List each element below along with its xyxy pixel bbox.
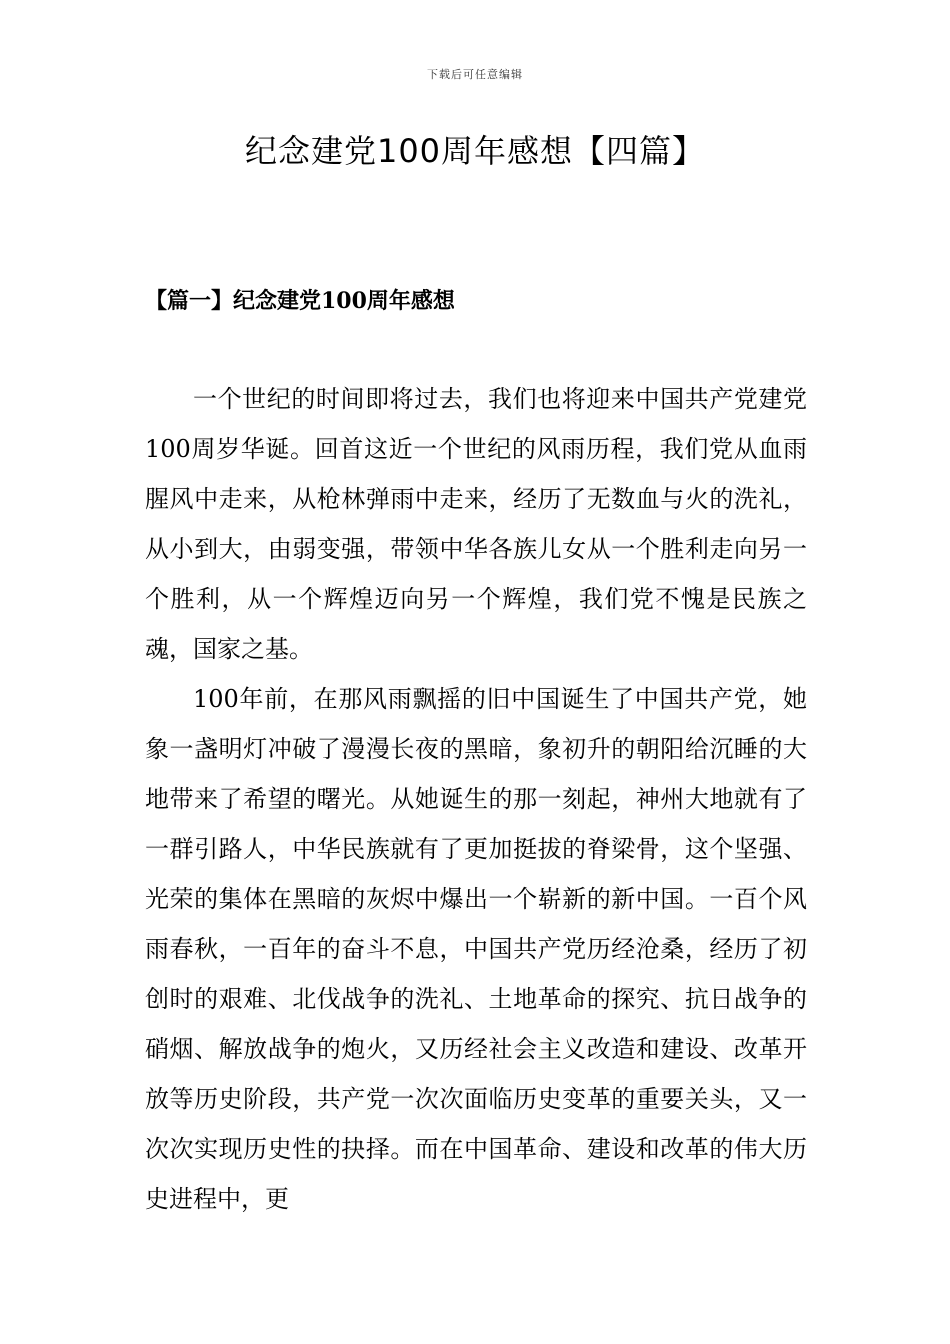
section-heading: 【篇一】纪念建党100周年感想 <box>145 288 455 314</box>
paragraph-2: 100年前，在那风雨飘摇的旧中国诞生了中国共产党，她象一盏明灯冲破了漫漫长夜的黑暗，象初升的朝阳给沉睡的大地带来了希望的曙光。从她诞生的那一刻起，神州大地就有了一群引路人，中华民族就有了更加挺拔的脊梁骨，这个坚强、光荣的集体在黑暗的灰烬中爆出一个崭新的新中国。一百个风雨春秋，一百年的奋斗不息，中国共产党历经沧桑，经历了初创时的艰难、北伐战争的洗礼、土地革命的探究、抗日战争的硝烟、解放战争的炮火，又历经社会主义改造和建设、改革开放等历史阶段，共产党一次次面临历史变革的重要关头，又一次次实现历史性的抉择。而在中国革命、建设和改革的伟大历史进程中，更 <box>145 685 807 1213</box>
header-note: 下载后可任意编辑 <box>427 68 523 81</box>
document-title: 纪念建党100周年感想【四篇】 <box>244 132 706 170</box>
paragraph-1: 一个世纪的时间即将过去，我们也将迎来中国共产党建党100周岁华诞。回首这近一个世纪的风雨历程，我们党从血雨腥风中走来，从枪林弹雨中走来，经历了无数血与火的洗礼，从小到大，由弱变强，带领中华各族儿女从一个胜利走向另一个胜利，从一个辉煌迈向另一个辉煌，我们党不愧是民族之魂，国家之基。 <box>145 385 807 663</box>
body-text <box>145 374 807 1224</box>
